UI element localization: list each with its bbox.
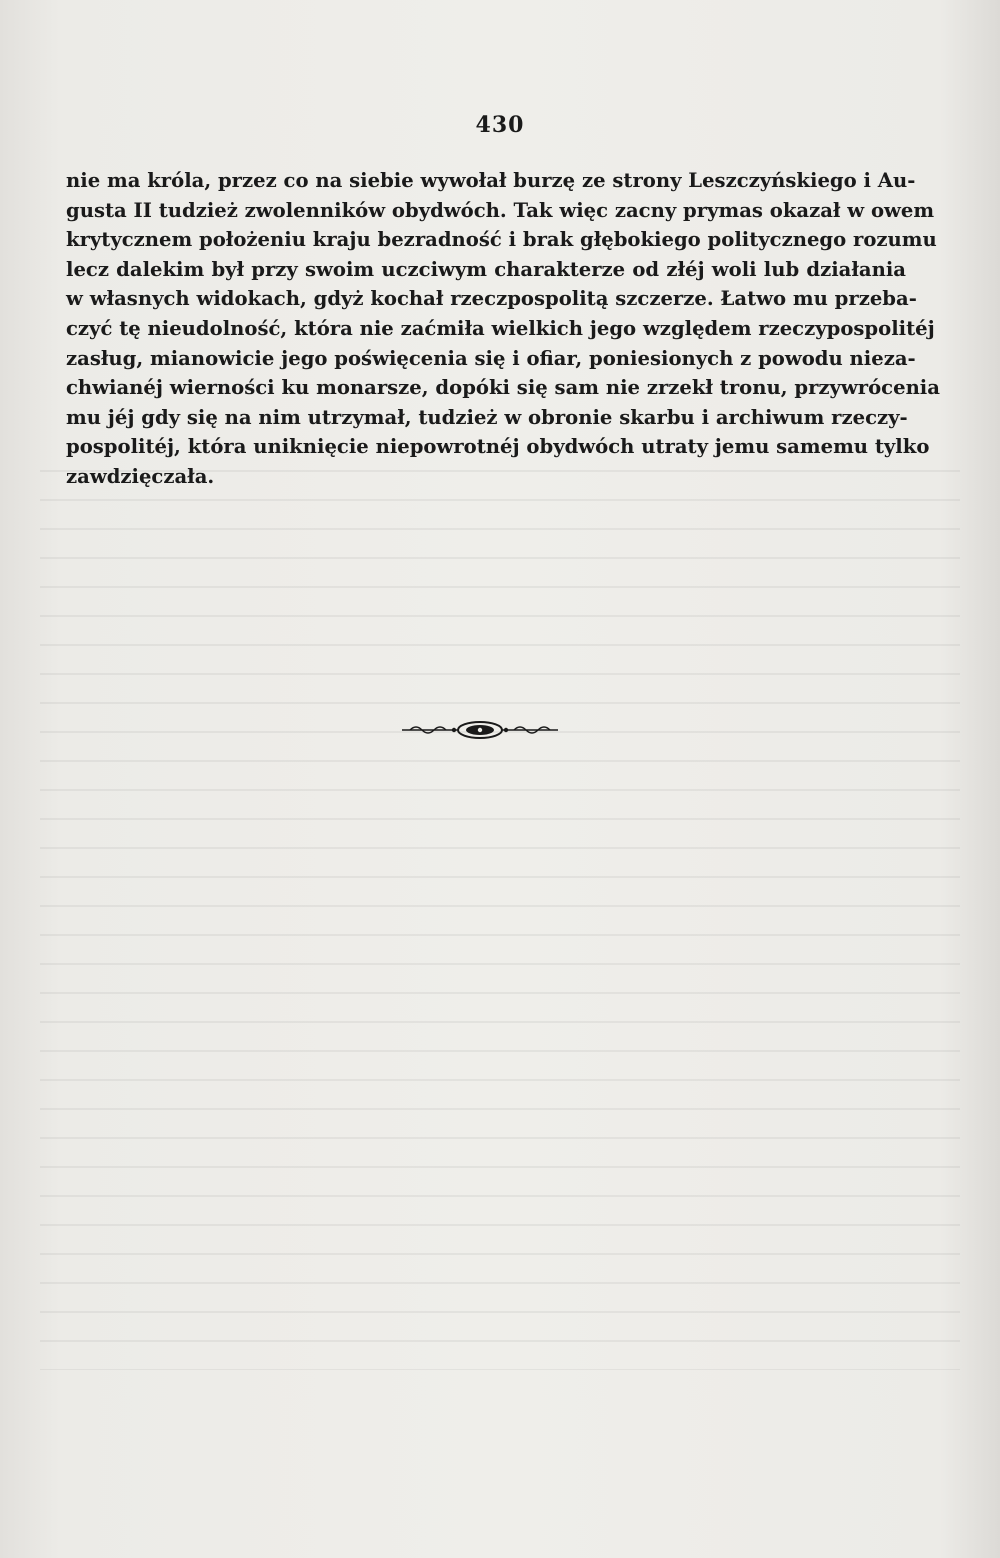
decorative-divider-icon [400,720,560,740]
bleed-through-texture [40,470,960,1370]
text-line: mu jéj gdy się na nim utrzymał, tudzież w obronie skarbu i archiwum rzeczy- [66,405,908,429]
body-paragraph [66,166,940,492]
text-line: pospolitéj, która uniknięcie niepowrotnéj obydwóch utraty jemu samemu tylko [66,435,930,459]
text-line: nie ma króla, przez co na siebie wywołał burzę ze strony Leszczyńskiego i Au- [66,169,916,192]
text-line: gusta II tudzież zwolenników obydwóch. Tak więc zacny prymas okazał w owem [66,198,935,222]
text-line: czyć tę nieudolność, która nie zaćmiła wielkich jego względem rzeczypospolitéj [66,316,935,340]
text-line: lecz dalekim był przy swoim uczciwym charakterze od złéj woli lub działania [66,257,906,281]
text-line: zasług, mianowicie jego poświęcenia się i ofiar, poniesionych z powodu nieza- [66,346,916,370]
page-number: 430 [475,112,525,138]
text-line: zawdzięczała. [66,464,215,488]
text-line: chwianéj wierności ku monarsze, dopóki się sam nie zrzekł tronu, przywrócenia [66,376,940,400]
text-line: w własnych widokach, gdyż kochał rzeczpospolitą szczerze. Łatwo mu przeba- [66,287,917,311]
text-line: krytycznem położeniu kraju bezradność i brak głębokiego politycznego rozumu [66,228,937,252]
